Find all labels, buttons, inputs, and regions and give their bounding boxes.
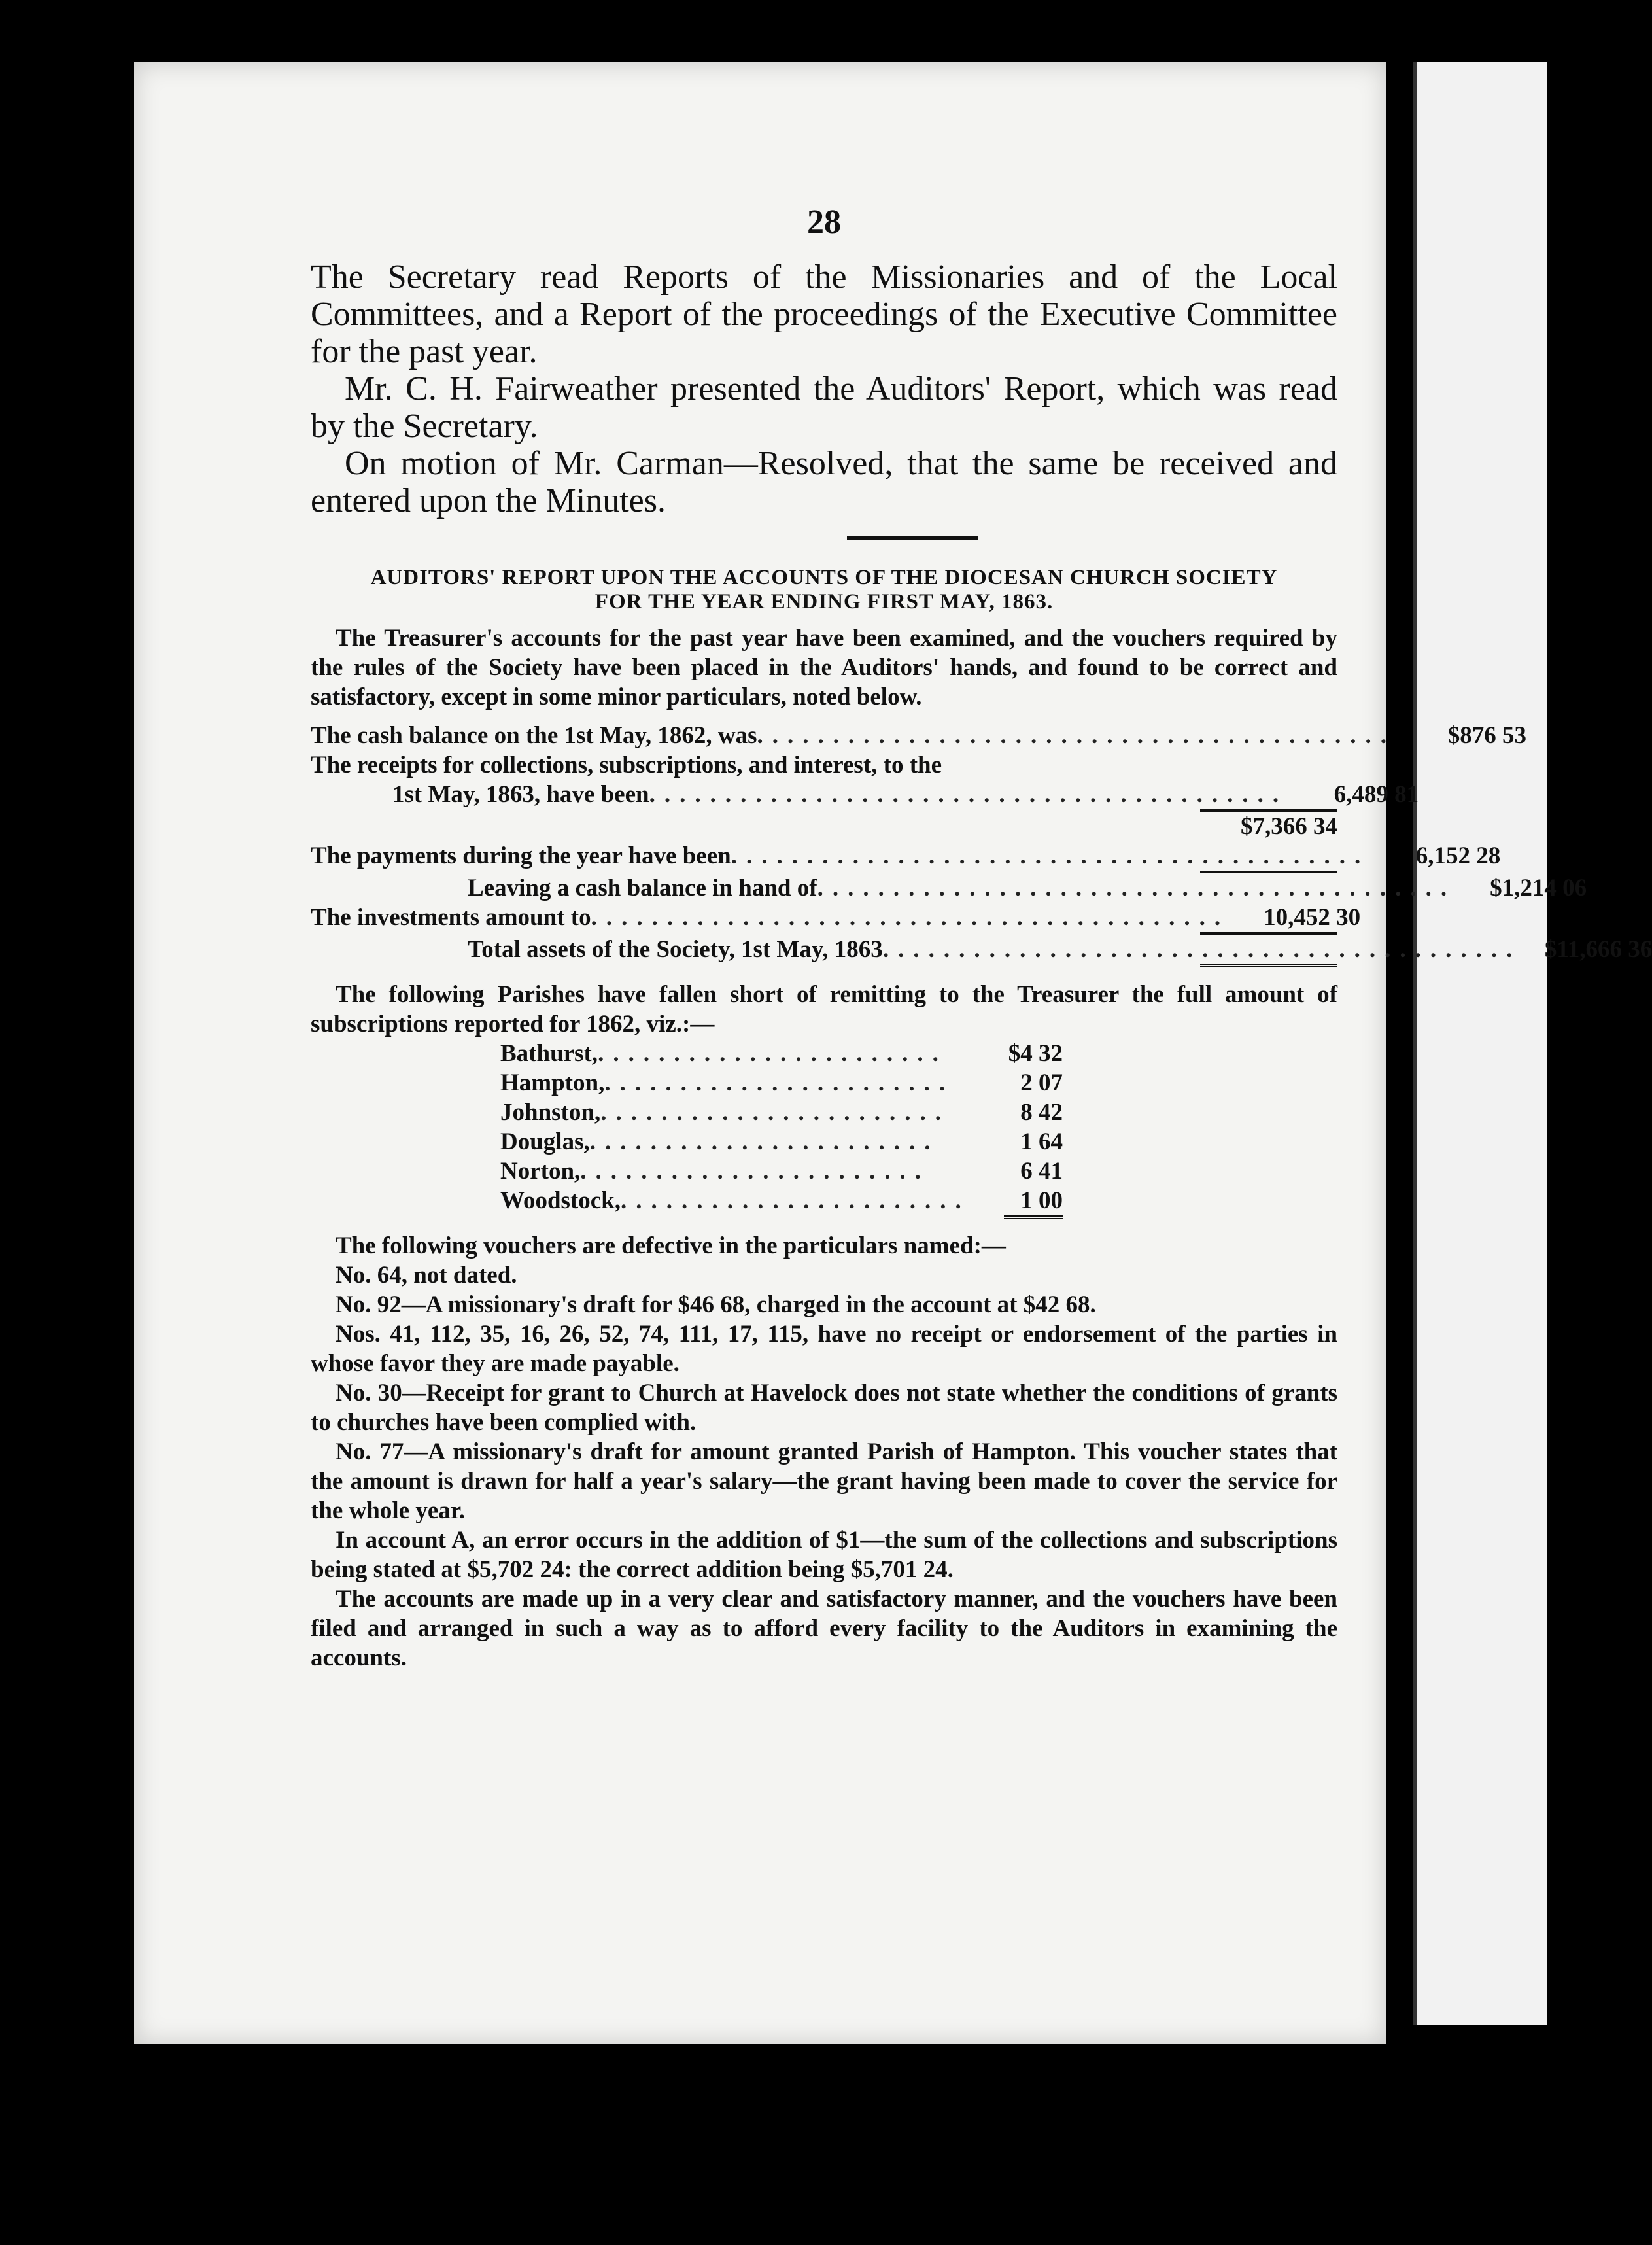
- report-opening: The Treasurer's accounts for the past year have been examined, and the vouchers required by the rules of the Society have been placed in the Auditors' hands, and found to be correct and satisfactory, except in some minor particulars, noted below.: [311, 625, 1337, 710]
- page-number: 28: [807, 203, 841, 241]
- intro-paragraph: On motion of Mr. Carman—Resolved, that the same be received and entered upon the Minutes.: [311, 445, 1337, 519]
- voucher-note: No. 64, not dated.: [336, 1262, 517, 1289]
- list-item: Douglas, ....................... 1 64: [500, 1128, 1063, 1155]
- total-assets-amount: $11,666 36: [1544, 936, 1652, 963]
- investments-amount: 10,452 30: [1264, 904, 1361, 931]
- payments-amount: 6,152 28: [1415, 843, 1501, 869]
- voucher-note: Nos. 41, 112, 35, 16, 26, 52, 74, 111, 17, 115, have no receipt or endorsement of the parties in whose favor they are made payable.: [311, 1321, 1337, 1377]
- adjacent-page-edge: [1413, 62, 1547, 2025]
- closing-note: The accounts are made up in a very clear and satisfactory manner, and the vouchers have been filed and arranged in such a way as to afford every facility to the Auditors in examining the accounts.: [311, 1586, 1337, 1671]
- minutes-intro: [311, 258, 1337, 519]
- intro-paragraph: The Secretary read Reports of the Missionaries and of the Local Committees, and a Report of the proceedings of the Executive Committee for the past year.: [311, 258, 1337, 370]
- cash-in-hand-amount: $1,214 06: [1490, 875, 1587, 901]
- cash-in-hand-row: Leaving a cash balance in hand of .......................................... $1,214 06: [468, 875, 1587, 901]
- subtotal-row: [311, 812, 1337, 841]
- intro-paragraph: Mr. C. H. Fairweather presented the Auditors' Report, which was read by the Secretary.: [311, 370, 1337, 445]
- list-item: Norton, ....................... 6 41: [500, 1158, 1063, 1185]
- total-assets-row: Total assets of the Society, 1st May, 1863 .......................................... $11,666 36: [468, 936, 1652, 963]
- subtotal-amount: $7,366 34: [1241, 813, 1337, 840]
- list-item: Bathurst, ....................... $4 32: [500, 1040, 1063, 1067]
- vouchers-intro: The following vouchers are defective in the particulars named:—: [336, 1232, 1006, 1259]
- auditors-report: [311, 566, 1652, 1673]
- document-page: [134, 62, 1652, 2044]
- investments-row: The investments amount to .......................................... 10,452 30: [311, 904, 1361, 931]
- list-item: Woodstock, ....................... 1 00: [500, 1187, 1063, 1214]
- parishes-intro: The following Parishes have fallen short of remitting to the Treasurer the full amount of subscriptions reported for 1862, viz.:—: [311, 981, 1337, 1037]
- report-title: AUDITORS' REPORT UPON THE ACCOUNTS OF THE DIOCESAN CHURCH SOCIETY FOR THE YEAR ENDING FIRST MAY, 1863.: [370, 566, 1278, 614]
- cash-balance-row: The cash balance on the 1st May, 1862, was .......................................... $876 53: [311, 722, 1526, 749]
- receipts-amount: 6,489 81: [1334, 781, 1419, 808]
- receipts-row: 1st May, 1863, have been .......................................... 6,489 81: [392, 781, 1419, 808]
- payments-row: The payments during the year have been .......................................... 6,152 28: [311, 843, 1501, 869]
- total-double-rule: [1200, 964, 1337, 971]
- section-divider: [847, 536, 978, 540]
- parish-shortfall-list: [500, 1039, 1063, 1222]
- receipts-row-line1: The receipts for collections, subscriptions, and interest, to the: [311, 752, 942, 778]
- cash-balance-amount: $876 53: [1447, 722, 1526, 749]
- voucher-note: No. 77—A missionary's draft for amount granted Parish of Hampton. This voucher states that the amount is drawn for half a year's salary—the grant having been made to cover the service for the whole year.: [311, 1438, 1337, 1524]
- voucher-note: No. 92—A missionary's draft for $46 68, charged in the account at $42 68.: [336, 1291, 1096, 1318]
- voucher-note: No. 30—Receipt for grant to Church at Havelock does not state whether the conditions of grants to churches have been complied with.: [311, 1380, 1337, 1436]
- list-item: Hampton, ....................... 2 07: [500, 1070, 1063, 1096]
- list-total-rule: [1004, 1215, 1063, 1222]
- voucher-note: In account A, an error occurs in the addition of $1—the sum of the collections and subscriptions being stated at $5,702 24: the correct addition being $5,701 24.: [311, 1527, 1337, 1583]
- financial-statement: [311, 721, 1652, 971]
- list-item: Johnston, ....................... 8 42: [500, 1099, 1063, 1126]
